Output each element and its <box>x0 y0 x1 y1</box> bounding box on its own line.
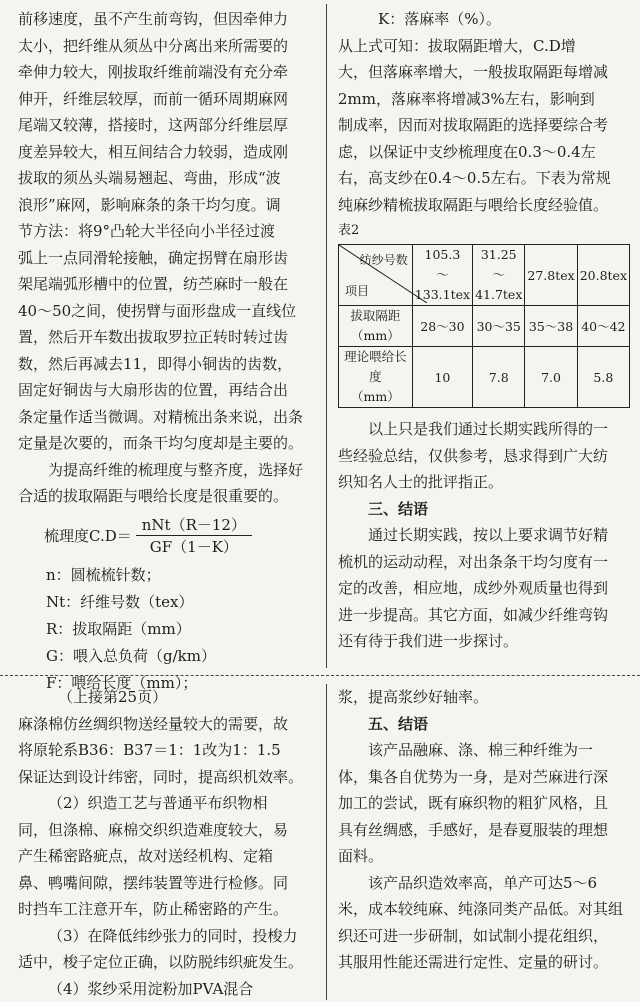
variable-item: G：喂入总负荷（g/km） <box>46 643 314 670</box>
header-part: 41.7tex <box>475 285 522 305</box>
row-unit: （mm） <box>341 326 410 346</box>
text-line: 织还可进一步研制，如试制小提花组织， <box>338 923 634 950</box>
text-line: 尾端又较薄，搭接时，这两部分纤维层厚 <box>18 112 314 139</box>
text-line: 从上式可知：拔取隔距增大，C.D增 <box>338 33 634 60</box>
row-label-cell <box>339 306 413 347</box>
text-line: 些经验总结，仅供参考，恳求得到广大纺 <box>338 443 634 470</box>
text-line: 将原轮系B36：B37＝1：1改为1：1.5 <box>18 737 314 764</box>
table-cell: 10 <box>412 347 472 408</box>
top-left-column <box>18 6 314 697</box>
table-cell: 35～38 <box>525 306 577 347</box>
text-line: 节方法：将9°凸轮大半径向小半径过渡 <box>18 218 314 245</box>
formula-denominator: GF（1－K） <box>150 536 238 557</box>
text-line: 纯麻纱精梳拔取隔距与喂给长度经验值。 <box>338 192 634 219</box>
adjustment-paragraph <box>18 6 314 457</box>
text-line: 制成率，因而对拔取隔距的选择要综合考 <box>338 112 634 139</box>
variable-item: K：落麻率（%）。 <box>338 6 634 33</box>
text-line: 度差异较大，相互间结合力较弱，造成刚 <box>18 139 314 166</box>
table-cell: 30～35 <box>473 306 525 347</box>
text-line: 拔取的须丛头端易翘起、弯曲，形成“波 <box>18 165 314 192</box>
header-part: ～ <box>475 265 522 285</box>
text-line: 弧上一点同滑轮接触，确定拐臂在扇形齿 <box>18 245 314 272</box>
text-line: 置，然后开车数出拔取罗拉正转时转过齿 <box>18 324 314 351</box>
header-part: ～ <box>415 265 470 285</box>
column-divider-top <box>326 4 327 668</box>
text-line: 大，但落麻率增大，一般拔取隔距每增减 <box>338 59 634 86</box>
variable-list <box>46 562 314 697</box>
corner-bottom-label: 项目 <box>345 282 369 299</box>
table-cell: 5.8 <box>577 347 629 408</box>
text-line: 右，高支纱在0.4～0.5左右。下表为常规 <box>338 165 634 192</box>
text-line: 太小，把纤维从须丛中分离出来所需要的 <box>18 33 314 60</box>
combing-degree-formula <box>44 512 314 560</box>
variable-item: R：拔取隔距（mm） <box>46 616 314 643</box>
text-line: 浪形”麻网，影响麻条的条干均匀度。调 <box>18 192 314 219</box>
text-line: 产生稀密路疵点，故对送经机构、定箱 <box>18 843 314 870</box>
closing-paragraph <box>338 416 634 496</box>
text-line: 牵伸力较大，刚拔取纤维前端没有充分牵 <box>18 59 314 86</box>
text-line: 还有待于我们进一步探讨。 <box>338 628 634 655</box>
parameter-table <box>338 244 630 408</box>
corner-top-label: 纺纱号数 <box>360 251 408 268</box>
text-line: 加工的尝试，既有麻织物的粗犷风格，且 <box>338 790 634 817</box>
row-label: 拔取隔距 <box>341 306 410 326</box>
text-line: 其服用性能还需进行定性、定量的研讨。 <box>338 949 634 976</box>
row-label-cell <box>339 347 413 408</box>
text-line: 同，但涤棉、麻棉交织织造难度较大，易 <box>18 817 314 844</box>
table-cell: 7.8 <box>473 347 525 408</box>
text-line: 以上只是我们通过长期实践所得的一 <box>338 416 634 443</box>
table-header-cell <box>473 245 525 306</box>
table-cell: 40～42 <box>577 306 629 347</box>
text-line: 适中，梭子定位正确，以防脱纬织疵发生。 <box>18 949 314 976</box>
text-line: 保证达到设计纬密，同时，提高织机效率。 <box>18 764 314 791</box>
formula-fraction <box>136 514 252 557</box>
text-line: 伸开，纤维层较厚，而前一循环周期麻网 <box>18 86 314 113</box>
text-line: （3）在降低纬纱张力的同时，投梭力 <box>18 923 314 950</box>
text-line: 时挡车工注意开车，防止稀密路的产生。 <box>18 896 314 923</box>
top-right-column <box>338 6 634 655</box>
bottom-right-column <box>338 684 634 976</box>
text-line: 通过长期实践，按以上要求调节好精 <box>338 522 634 549</box>
text-line: 条定量作适当微调。对精梳出条来说，出条 <box>18 404 314 431</box>
text-line: 进一步提高。其它方面，如减少纤维弯钩 <box>338 602 634 629</box>
text-line: 麻涤棉仿丝绸织物送经量较大的需要，故 <box>18 711 314 738</box>
text-line: 虑，以保证中支纱梳理度在0.3～0.4左 <box>338 139 634 166</box>
variable-item: Nt：纤维号数（tex） <box>46 589 314 616</box>
row-unit: （mm） <box>341 387 410 407</box>
table-corner-cell <box>339 245 413 306</box>
header-part: 105.3 <box>415 245 470 265</box>
text-line: 定量是次要的，而条干均匀度却是主要的。 <box>18 430 314 457</box>
table-header-cell: 20.8tex <box>577 245 629 306</box>
bottom-left-column <box>18 684 314 1002</box>
table-row <box>339 306 630 347</box>
section-heading: 三、结语 <box>338 496 634 523</box>
text-line: （4）浆纱采用淀粉加PVA混合 <box>18 976 314 1002</box>
text-line: 面料。 <box>338 843 634 870</box>
text-line: 具有丝绸感，手感好，是春夏服装的理想 <box>338 817 634 844</box>
analysis-paragraph <box>338 33 634 219</box>
table-cell: 28～30 <box>412 306 472 347</box>
text-line: 定的改善，相应地，成纱外观质量也得到 <box>338 575 634 602</box>
text-line: 40～50之间，使拐臂与面形盘成一直线位 <box>18 298 314 325</box>
header-part: 133.1tex <box>415 285 470 305</box>
formula-label: 梳理度C.D＝ <box>44 525 132 546</box>
table-caption: 表2 <box>338 222 634 240</box>
text-line: 架尾端弧形槽中的位置，纺苎麻时一般在 <box>18 271 314 298</box>
text-line: 固定好铜齿与大扇形齿的位置，再结合出 <box>18 377 314 404</box>
text-line: 梳机的运动动程，对出条条干均匀度有一 <box>338 549 634 576</box>
text-line: 该产品织造效率高，单产可达5～6 <box>338 870 634 897</box>
text-line: 该产品融麻、涤、棉三种纤维为一 <box>338 737 634 764</box>
text-line: 合适的拔取隔距与喂给长度是很重要的。 <box>18 483 314 510</box>
text-line: 数，然后再减去11，即得小铜齿的齿数， <box>18 351 314 378</box>
table-header-cell: 27.8tex <box>525 245 577 306</box>
text-line: 鼻、鸭嘴间隙，摆纬装置等进行检修。同 <box>18 870 314 897</box>
table-row <box>339 347 630 408</box>
row-label: 理论喂给长度 <box>341 347 410 387</box>
header-part: 31.25 <box>475 245 522 265</box>
text-line: 为提高纤维的梳理度与整齐度，选择好 <box>18 457 314 484</box>
variable-item: n：圆梳梳针数； <box>46 562 314 589</box>
selection-paragraph <box>18 457 314 510</box>
text-line: 体，集各自优势为一身，是对苎麻进行深 <box>338 764 634 791</box>
text-line: 浆，提高浆纱好轴率。 <box>338 684 634 711</box>
variable-item: F：喂给长度（mm）； <box>46 670 314 697</box>
formula-numerator: nNt（R－12） <box>136 514 252 536</box>
text-line: 织知名人士的批评指正。 <box>338 469 634 496</box>
section-heading: 五、结语 <box>338 711 634 738</box>
text-line: （2）织造工艺与普通平布织物相 <box>18 790 314 817</box>
text-line: 米，成本较纯麻、纯涤同类产品低。对其组 <box>338 896 634 923</box>
table-cell: 7.0 <box>525 347 577 408</box>
column-divider-bottom <box>326 684 327 1000</box>
text-line: 2mm，落麻率将增减3%左右，影响到 <box>338 86 634 113</box>
conclusion-paragraph <box>338 522 634 655</box>
text-line: 前移速度，虽不产生前弯钩，但因牵伸力 <box>18 6 314 33</box>
table-header-row <box>339 245 630 306</box>
continued-note: （上接第25页） <box>18 684 314 711</box>
